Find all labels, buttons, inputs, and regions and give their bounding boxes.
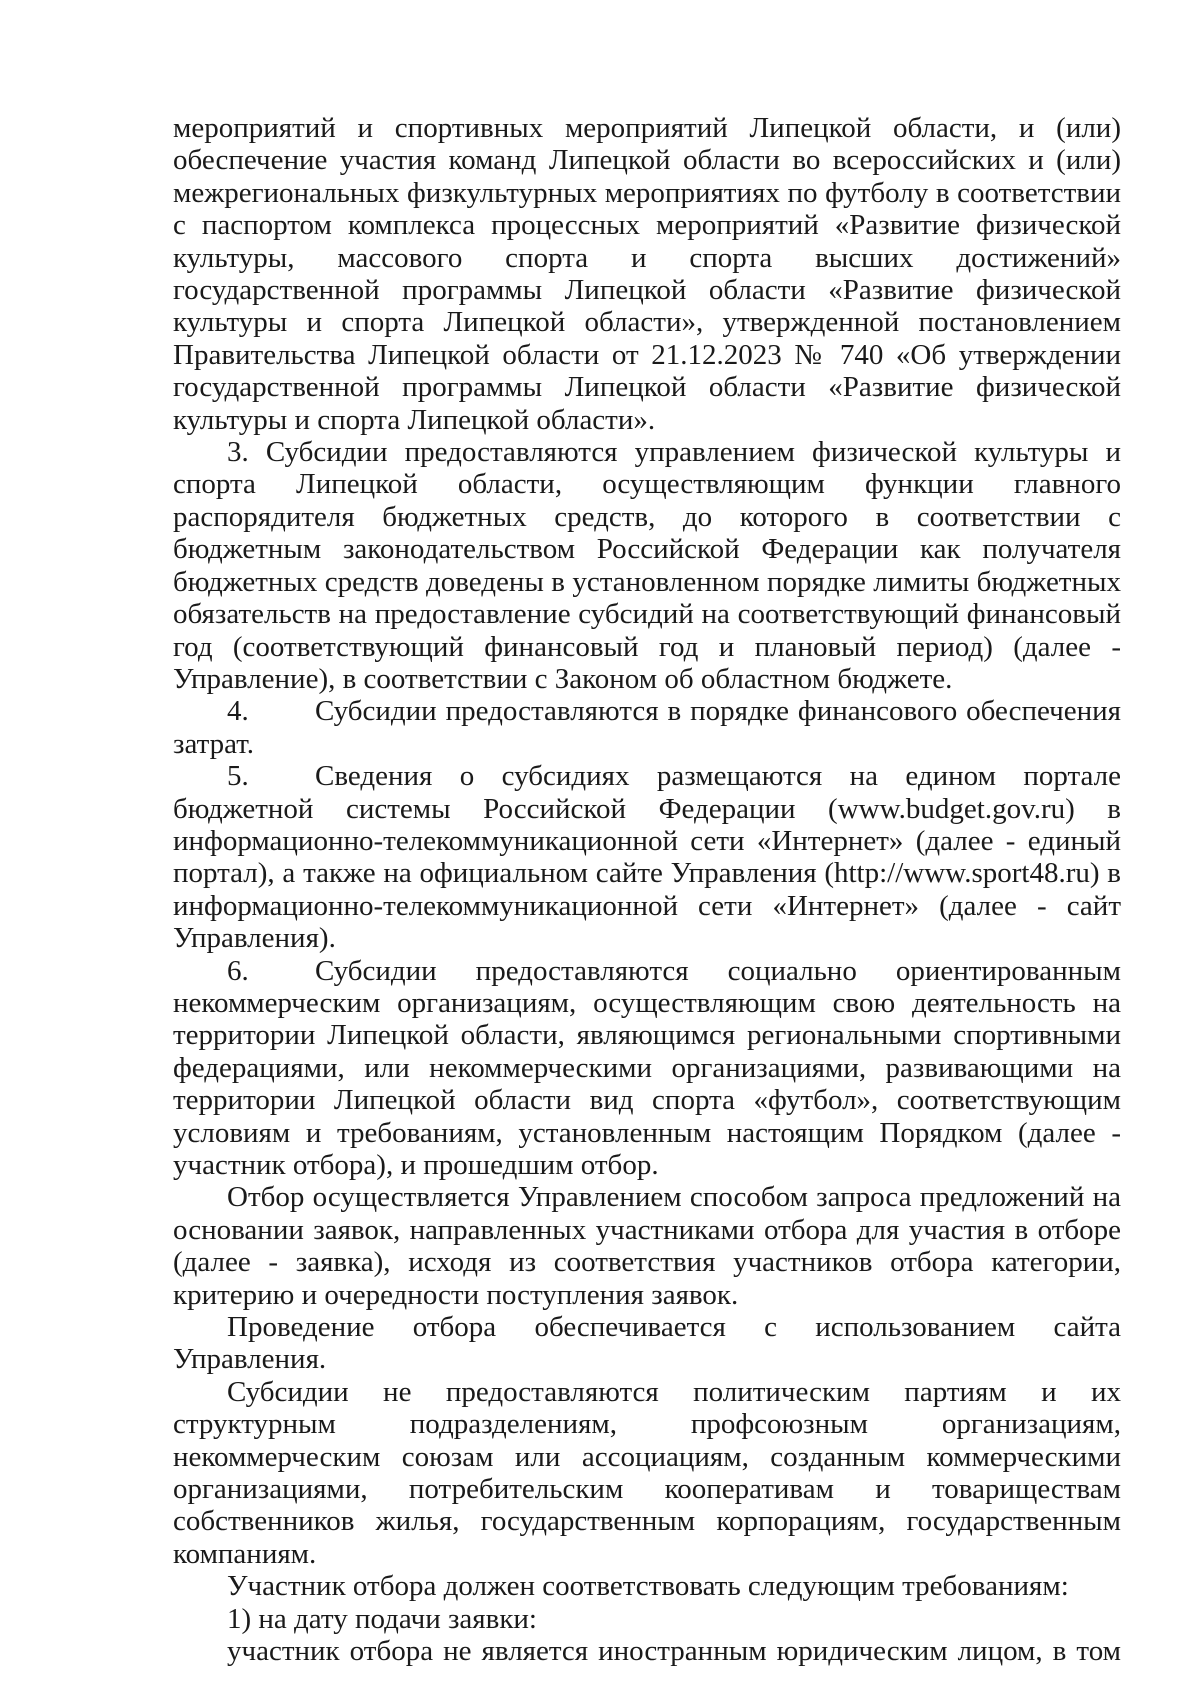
paragraph-3 bbox=[173, 436, 1121, 695]
paragraph-4 bbox=[173, 695, 1121, 760]
paragraph-requirement-1 bbox=[173, 1603, 1121, 1635]
paragraph-text: Участник отбора должен соответствовать следующим требованиям: bbox=[227, 1570, 1069, 1603]
paragraph-exclusions bbox=[173, 1376, 1121, 1570]
paragraph-text: Сведения о субсидиях размещаются на едином портале бюджетной системы Российской Федерации (www.budget.gov.ru) в информационно-телекоммуникационной сети «Интернет» (далее - единый портал), а также на официальном сайте Управления (http://www.sport48.ru) в информационно-телекоммуникационной сети «Интернет» (далее - сайт Управления). bbox=[173, 760, 1121, 955]
paragraph-text: Проведение отбора обеспечивается с использованием сайта Управления. bbox=[173, 1311, 1121, 1376]
paragraph-text: Субсидии предоставляются в порядке финансового обеспечения затрат. bbox=[173, 695, 1121, 760]
paragraph-number: 4. bbox=[227, 695, 249, 728]
paragraph-number: 5. bbox=[227, 760, 249, 793]
paragraph-text: Субсидии предоставляются социально ориентированным некоммерческим организациям, осуществляющим свою деятельность на территории Липецкой области, являющимся региональными спортивными федерациями, или некоммерческими организациями, развивающими на территории Липецкой области вид спорта «футбол», соответствующим условиям и требованиям, установленным настоящим Порядком (далее - участник отбора), и прошедшим отбор. bbox=[173, 954, 1121, 1181]
paragraph-selection bbox=[173, 1181, 1121, 1311]
paragraph-5 bbox=[173, 760, 1121, 954]
paragraph-6 bbox=[173, 955, 1121, 1182]
paragraph-text: 1) на дату подачи заявки: bbox=[227, 1602, 537, 1635]
paragraph-text: Отбор осуществляется Управлением способом запроса предложений на основании заявок, направленных участниками отбора для участия в отборе (далее - заявка), исходя из соответствия участников отбора категории, критерию и очередности поступления заявок. bbox=[173, 1181, 1121, 1311]
paragraph-intro-continued bbox=[173, 112, 1121, 436]
paragraph-number: 6. bbox=[227, 954, 249, 987]
paragraph-requirements bbox=[173, 1570, 1121, 1602]
paragraph-site bbox=[173, 1311, 1121, 1376]
paragraph-text: Субсидии не предоставляются политическим партиям и их структурным подразделениям, профсоюзным организациям, некоммерческим союзам или ассоциациям, созданным коммерческими организациями, потребительским кооперативам и товариществам собственников жилья, государственным корпорациям, государственным компаниям. bbox=[173, 1375, 1121, 1570]
paragraph-text: мероприятий и спортивных мероприятий Липецкой области, и (или) обеспечение участия команд Липецкой области во всероссийских и (или) межрегиональных физкультурных мероприятиях по футболу в соответствии с паспортом комплекса процессных мероприятий «Развитие физической культуры, массового спорта и спорта высших достижений» государственной программы Липецкой области «Развитие физической культуры и спорта Липецкой области», утвержденной постановлением Правительства Липецкой области от 21.12.2023 № 740 «Об утверждении государственной программы Липецкой области «Развитие физической культуры и спорта Липецкой области». bbox=[173, 112, 1121, 436]
paragraph-text: 3. Субсидии предоставляются управлением физической культуры и спорта Липецкой области, осуществляющим функции главного распорядителя бюджетных средств, до которого в соответствии с бюджетным законодательством Российской Федерации как получателя бюджетных средств доведены в установленном порядке лимиты бюджетных обязательств на предоставление субсидий на соответствующий финансовый год (соответствующий финансовый год и плановый период) (далее - Управление), в соответствии с Законом об областном бюджете. bbox=[173, 436, 1121, 695]
document-body bbox=[173, 112, 1121, 1668]
paragraph-requirement-1-a bbox=[173, 1635, 1121, 1667]
paragraph-text: участник отбора не является иностранным юридическим лицом, в том bbox=[227, 1635, 1121, 1668]
